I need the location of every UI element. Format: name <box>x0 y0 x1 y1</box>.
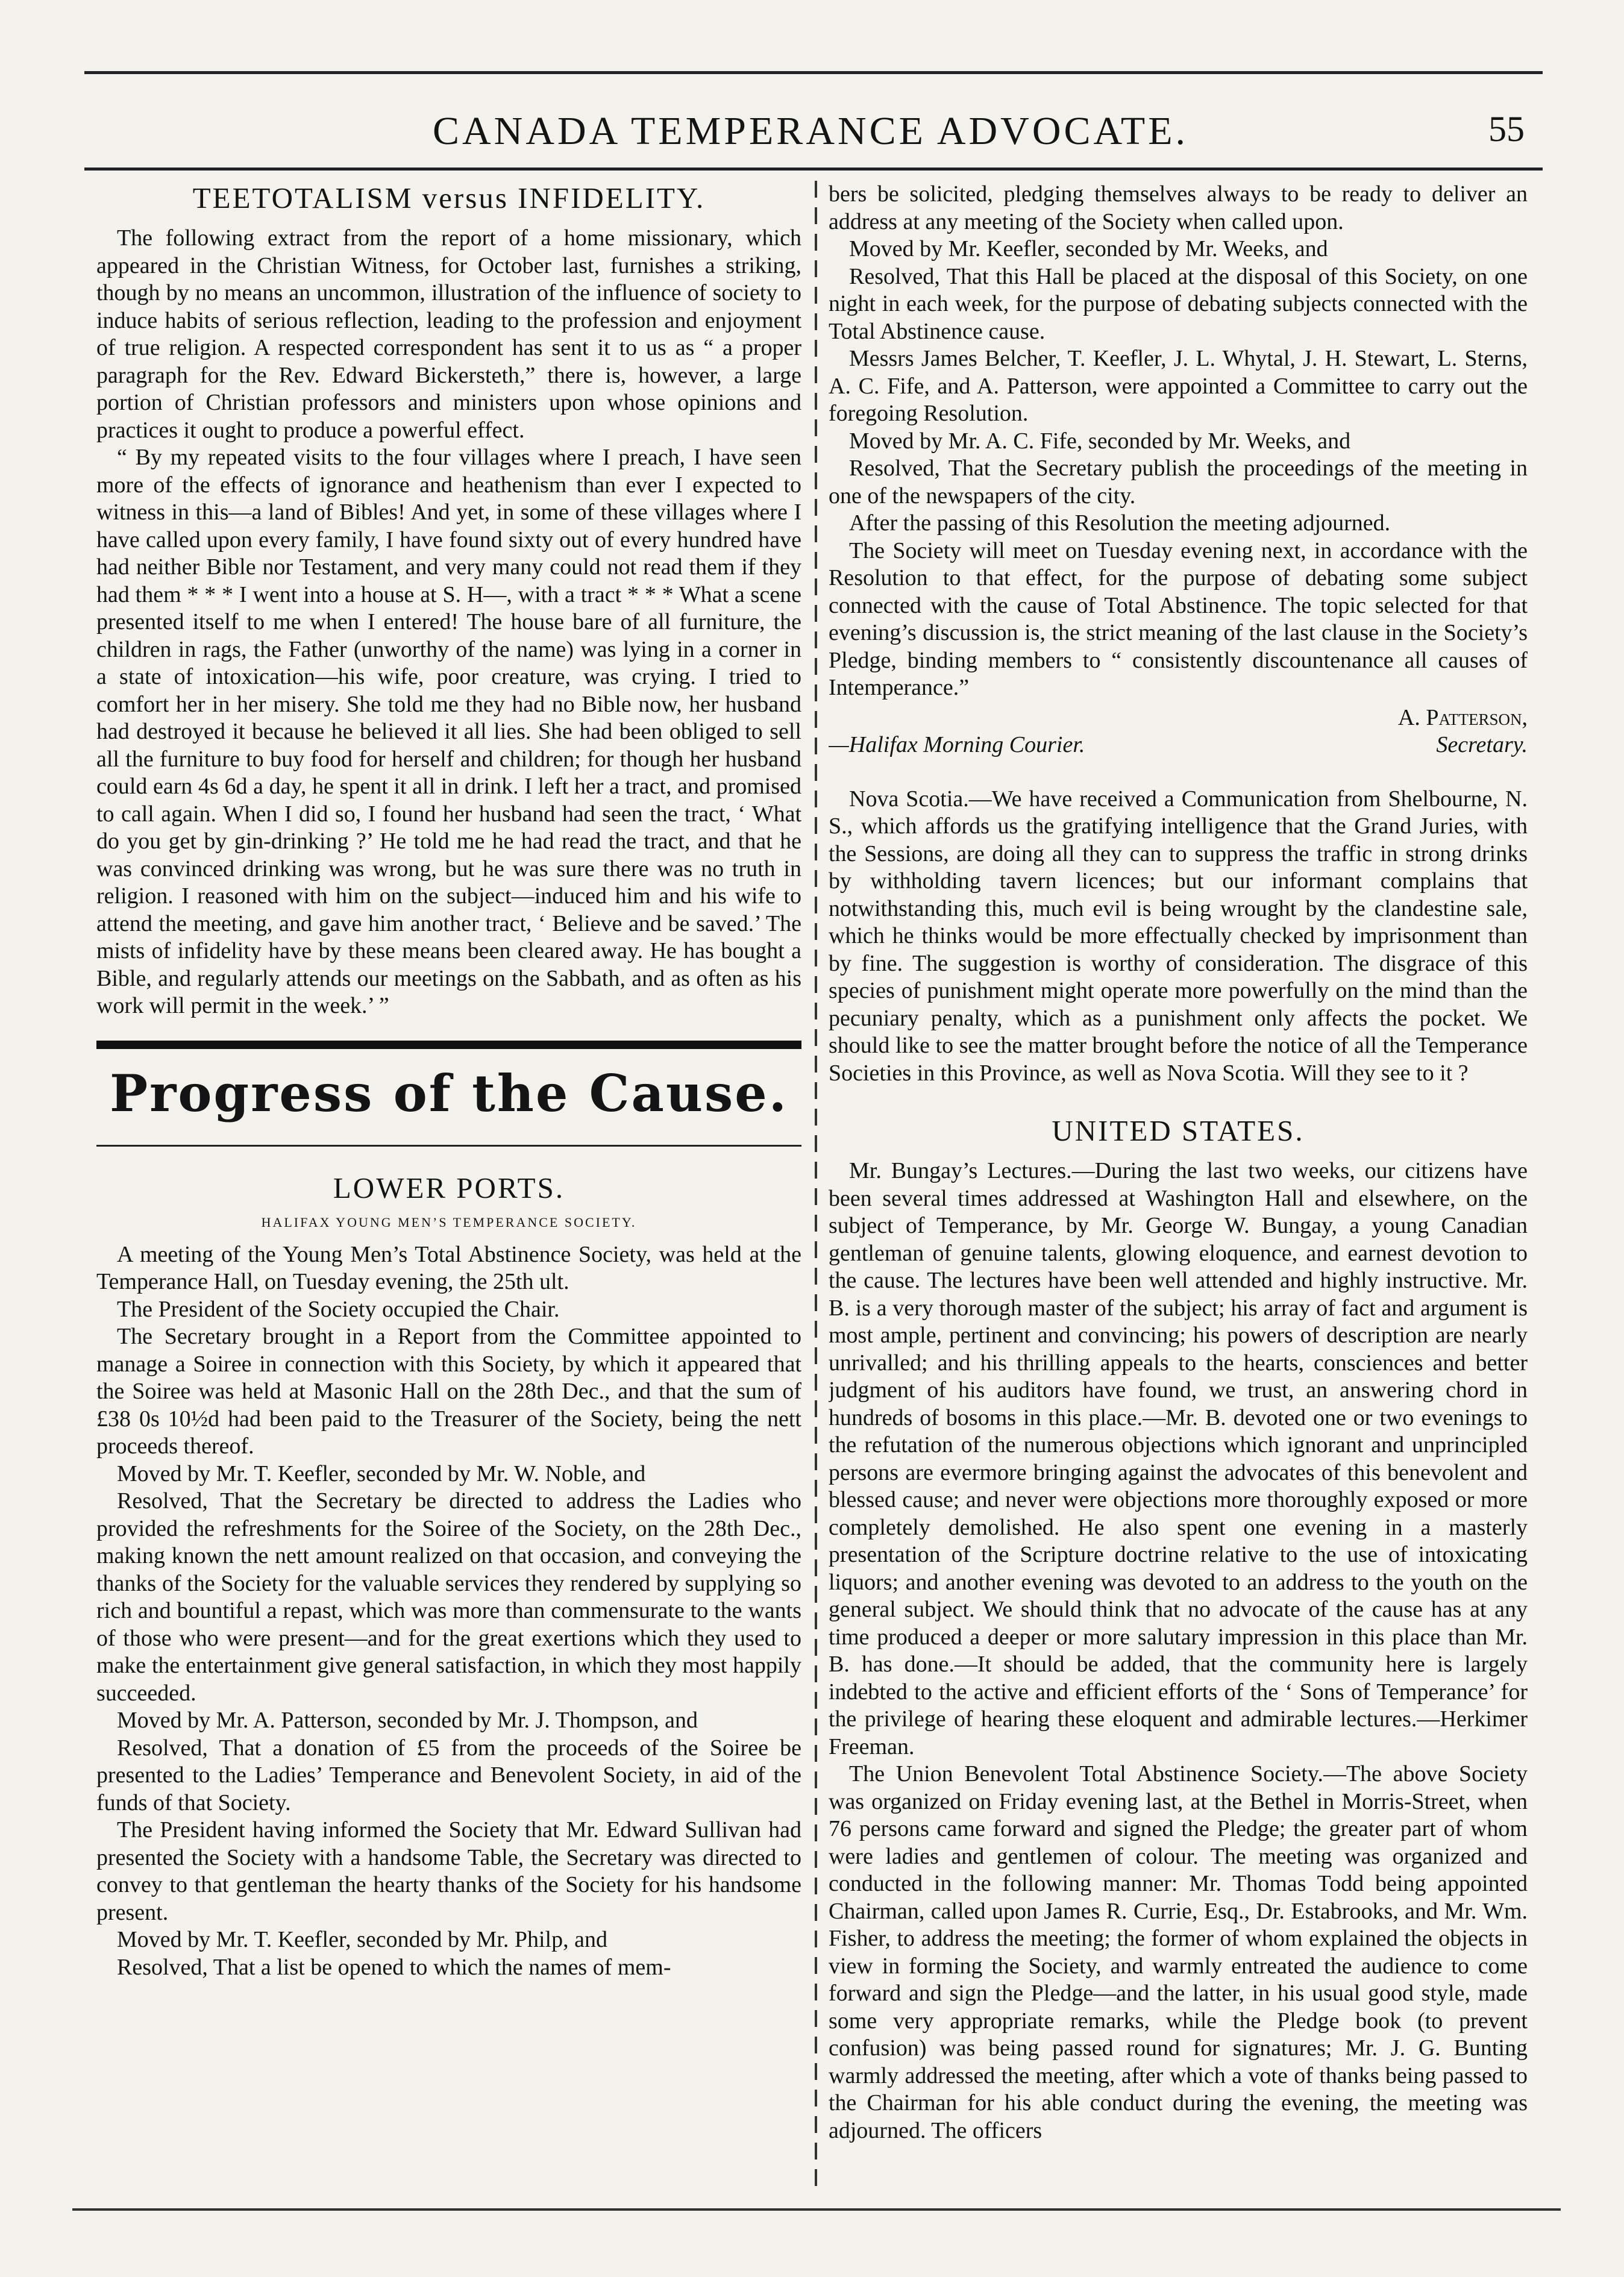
article-heading-united-states: UNITED STATES. <box>1052 1114 1305 1147</box>
paragraph: bers be solicited, pledging themselves always to be ready to deliver an address at any meeting of the Society when called upon. <box>829 181 1528 234</box>
right-column <box>829 181 1528 2193</box>
top-border-rule <box>84 71 1543 74</box>
paragraph: Moved by Mr. A. C. Fife, seconded by Mr. Weeks, and <box>849 428 1351 454</box>
paragraph: Mr. Bungay’s Lectures.—During the last two weeks, our citizens have been several times addressed at Washington Hall and elsewhere, on the subject of Temperance, by Mr. George W. Bungay, a young Canadian gentleman of genuine talents, glowing eloquence, and earnest devotion to the cause. The lectures have been well attended and highly instructive. Mr. B. is a very thorough master of the subject; his array of fact and argument is most ample, pertinent and convincing; his powers of description are nearly unrivalled; and his thrilling appeals to the hearts, consciences and better judgment of his auditors have found, we trust, an answering chord in hundreds of bosoms in this place.—Mr. B. devoted one or two evenings to the refutation of the numerous objections which ignorant and unprincipled persons are evermore bringing against the advocates of this benevolent and blessed cause; and never were objections more thoroughly exposed or more completely demolished. He also spent one evening in a masterly presentation of the Scripture doctrine relative to the use of intoxicating liquors; and another evening was devoted to an address to the youth on the general subject. We should think that no advocate of the cause has at any time produced a deeper or more salutary impression in this place than Mr. B. has done.—It should be added, that the community here is largely indebted to the active and efficient efforts of the ‘ Sons of Temperance’ for the privilege of hearing these eloquent and admirable lectures.—Herkimer Freeman. <box>829 1158 1528 1759</box>
paragraph: The Society will meet on Tuesday evening next, in accordance with the Resolution to that effect, for the purpose of debating some subject connected with the cause of Total Abstinence. The topic selected for that evening’s discussion is, the strict meaning of the last clause in the Society’s Pledge, binding members to “ consistently discountenance all causes of Intemperance.” <box>829 537 1528 700</box>
paragraph: Moved by Mr. A. Patterson, seconded by Mr. J. Thompson, and <box>117 1708 698 1733</box>
paragraph: Moved by Mr. Keefler, seconded by Mr. Weeks, and <box>849 236 1328 262</box>
masthead-title: CANADA TEMPERANCE ADVOCATE. <box>432 109 1189 153</box>
spacer <box>829 759 1528 786</box>
paragraph: The Union Benevolent Total Abstinence Society.—The above Society was organized on Friday evening last, at the Bethel in Morris-Street, when 76 persons came forward and signed the Pledge; the greater part of whom were ladies and gentlemen of colour. The meeting was organized and conducted in the following manner: Mr. Thomas Todd being appointed Chairman, called upon James R. Currie, Esq., Dr. Estabrooks, and Mr. Wm. Fisher, to address the meeting; the former of whom explained the objects in view in forming the Society, and warmly entreated the audience to come forward and sign the Pledge—and the latter, in his usual good style, made some very appropriate remarks, while the Pledge book (to prevent confusion) was being passed round for signatures; Mr. J. G. Bunting warmly addressed the meeting, after which a vote of thanks being passed to the Chairman for his able conduct during the evening, the meeting was adjourned. The officers <box>829 1761 1528 2143</box>
paragraph: The President having informed the Society that Mr. Edward Sullivan had presented the Society with a handsome Table, the Secretary was directed to convey to that gentleman the hearty thanks of the Society for his handsome present. <box>96 1817 801 1925</box>
column-separator <box>815 181 817 2193</box>
paragraph: Resolved, That the Secretary be directed to address the Ladies who provided the refreshments for the Soiree of the Society, on the 28th Dec., making known the nett amount realized on that occasion, and conveying the thanks of the Society for the valuable services they rendered by supplying so rich and bountiful a repast, which was more than commensurate to the wants of those who were present—and for the great exertions which they used to make the entertainment give general satisfaction, in which they most happily succeeded. <box>96 1488 801 1706</box>
article-heading-lower-ports: LOWER PORTS. <box>333 1171 565 1204</box>
page-number: 55 <box>1488 109 1525 149</box>
paragraph: Resolved, That a list be opened to which the names of mem- <box>117 1954 671 1980</box>
bottom-border-rule <box>72 2208 1561 2211</box>
paragraph: A meeting of the Young Men’s Total Abstinence Society, was held at the Temperance Hall, on Tuesday evening, the 25th ult. <box>96 1241 801 1294</box>
paragraph: Resolved, That this Hall be placed at the disposal of this Society, on one night in each week, for the purpose of debating subjects connected with the Total Abstinence cause. <box>829 263 1528 344</box>
left-column <box>96 181 801 2193</box>
section-rule-thick <box>96 1041 801 1049</box>
spacer <box>829 1087 1528 1113</box>
paragraph: The Secretary brought in a Report from the Committee appointed to manage a Soiree in connection with this Society, by which it appeared that the Soiree was held at Masonic Hall on the 28th Dec., and that the sum of £38 0s 10½d had been paid to the Treasurer of the Society, being the nett proceeds thereof. <box>96 1324 801 1459</box>
paragraph-nova-scotia: Nova Scotia.—We have received a Communication from Shelbourne, N. S., which affords us the gratifying intelligence that the Grand Juries, with the Sessions, are doing all they can to suppress the traffic in strong drinks by withholding tavern licences; but our informant complains that notwithstanding this, much evil is being wrought by the clandestine sale, which he thinks would be more effectually checked by imprisonment than by fine. The suggestion is worthy of consideration. The disgrace of this species of punishment might operate more powerfully on the mind than the pecuniary penalty, which as a punishment only affects the pocket. We should like to see the matter brought before the notice of all the Temperance Societies in this Province, as well as Nova Scotia. Will they see to it ? <box>829 786 1528 1086</box>
paragraph: Moved by Mr. T. Keefler, seconded by Mr. Philp, and <box>117 1927 607 1952</box>
section-title: Progress of the Cause. <box>109 1063 788 1123</box>
paragraph: “ By my repeated visits to the four villages where I preach, I have seen more of the effects of ignorance and heathenism than ever I expected to witness in this—a land of Bibles! And yet, in some of these villages where I have called upon every family, I have found sixty out of every hundred have had neither Bible nor Testament, and very many could not read them if they had them * * * I went into a house at S. H—, with a tract * * * What a scene presented itself to me when I entered! The house bare of all furniture, the children in rags, the Father (unworthy of the name) was lying in a corner in a state of intoxication—his wife, poor creature, was crying. I tried to comfort her in her misery. She told me they had no Bible now, her husband had destroyed it because he believed it all lies. She had been obliged to sell all the furniture to buy food for herself and children; for though her husband could earn 4s 6d a day, he spent it all in drink. I left her a tract, and promised to call again. When I did so, I found her husband had seen the tract, ‘ What do you get by gin-drinking ?’ He told me he had read the tract, and that he was convinced drinking was wrong, but he was sure there was no truth in religion. I reasoned with him on the subject—induced him and his wife to attend the meeting, and gave him another tract, ‘ Believe and be saved.’ The mists of infidelity have by these means been cleared away. He has bought a Bible, and regularly attends our meetings on the Sabbath, and as often as his work will permit in the week.’ ” <box>96 445 801 1018</box>
paragraph: After the passing of this Resolution the meeting adjourned. <box>849 510 1391 536</box>
masthead-rule <box>84 168 1543 171</box>
paragraph: The following extract from the report of a home missionary, which appeared in the Christian Witness, for October last, furnishes a striking, though by no means an uncommon, illustration of the influence of society to induce habits of serious reflection, leading to the profession and enjoyment of true religion. A respected correspondent has sent it to us as “ a proper paragraph for the Rev. Edward Bickersteth,” there is, however, a large portion of Christian professors and ministers upon whose opinions and practices it ought to produce a powerful effect. <box>96 225 801 443</box>
paragraph: Resolved, That the Secretary publish the proceedings of the meeting in one of the newspapers of the city. <box>829 456 1528 509</box>
signature-row <box>829 731 1528 759</box>
paragraph: Resolved, That a donation of £5 from the proceeds of the Soiree be presented to the Ladies’ Temperance and Benevolent Society, in aid of the funds of that Society. <box>96 1735 801 1815</box>
article-subheading: HALIFAX YOUNG MEN’S TEMPERANCE SOCIETY. <box>261 1214 637 1230</box>
paragraph: The President of the Society occupied the Chair. <box>117 1296 560 1322</box>
article-heading-teetotalism: TEETOTALISM versus INFIDELITY. <box>192 181 706 215</box>
paragraph: Messrs James Belcher, T. Keefler, J. L. Whytal, J. H. Stewart, L. Sterns, A. C. Fife, and A. Patterson, were appointed a Committee to carry out the foregoing Resolution. <box>829 346 1528 426</box>
signature-name: A. Patterson, <box>1397 704 1528 730</box>
source-credit: —Halifax Morning Courier. <box>829 732 1085 757</box>
paragraph: Moved by Mr. T. Keefler, seconded by Mr. W. Noble, and <box>117 1461 646 1486</box>
signature-role: Secretary. <box>1436 732 1528 757</box>
section-rule-thin <box>96 1145 801 1147</box>
masthead <box>96 102 1525 169</box>
